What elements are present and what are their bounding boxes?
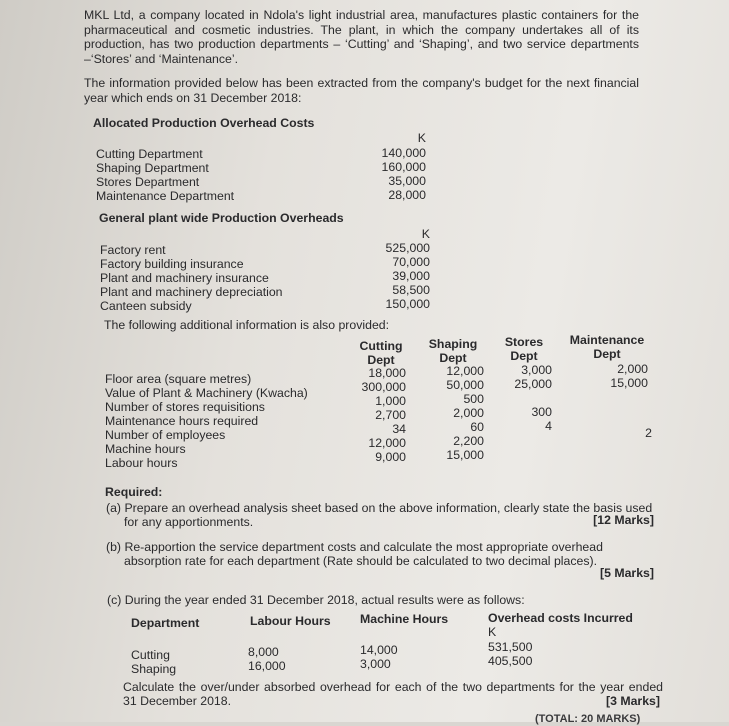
general-value: 39,000 [392,269,430,283]
general-label: Factory building insurance [100,257,244,271]
c-machine-values [360,643,398,671]
c-overhead: 405,500 [488,654,533,668]
cell: 2,000 [453,406,484,420]
additional-label: Labour hours [105,456,178,470]
cutting-values [350,366,406,464]
cell: 12,000 [446,364,484,378]
header-line: Cutting [359,339,403,353]
allocated-labels [96,147,234,203]
header-shaping [424,337,482,365]
general-unit: K [421,227,430,241]
cell: 15,000 [446,448,484,462]
cell: 2,200 [453,434,484,448]
header-maintenance [565,333,649,361]
cell: 300 [531,405,552,419]
allocated-heading: Allocated Production Overhead Costs [93,116,315,130]
question-c-text: Calculate the over/under absorbed overhead for each of the two departments for the year ended 31 December 2018. [123,680,663,708]
cell: 60 [470,420,484,434]
general-heading: General plant wide Production Overheads [99,211,344,225]
header-stores [495,335,553,363]
additional-label: Value of Plant & Machinery (Kwacha) [105,386,308,400]
cell: 2,700 [375,408,406,422]
additional-label: Machine hours [105,442,186,456]
header-line: Dept [439,351,467,365]
allocated-label: Cutting Department [96,147,203,161]
c-dept: Shaping [131,662,177,676]
c-machine: 3,000 [360,657,391,671]
cell: 1,000 [375,394,406,408]
allocated-values [370,146,426,202]
general-value: 150,000 [385,297,430,311]
allocated-label: Maintenance Department [96,189,235,203]
cell: 18,000 [368,366,406,380]
header-line: Shaping [428,337,478,351]
additional-label: Maintenance hours required [105,414,259,428]
additional-label: Floor area (square metres) [105,372,252,386]
general-value: 58,500 [392,283,430,297]
general-value: 525,000 [385,241,430,255]
question-c-marks: [3 Marks] [606,694,660,708]
c-overhead: 531,500 [488,640,533,654]
additional-labels [105,372,308,470]
cell: 300,000 [361,380,406,394]
allocated-value: 160,000 [381,160,426,174]
c-dept: Cutting [131,648,170,662]
total-marks: (TOTAL: 20 MARKS) [535,713,641,725]
intro-paragraph: MKL Ltd, a company located in Ndola's light industrial area, manufactures plastic containers for the pharmaceutical and cosmetic industries. The plant, in which the company undertakes all of its production, has two production departments – ‘Cutting’ and ‘Shaping’, and two service departments –‘Stores’ and ‘Maintenance’. [84,8,639,66]
allocated-label: Stores Department [96,175,200,189]
header-line: Maintenance [569,333,645,347]
cell: 9,000 [375,450,406,464]
c-header-labour: Labour Hours [250,614,331,628]
cell: 2,000 [617,362,648,376]
general-label: Canteen subsidy [100,299,192,313]
c-header-department: Department [131,616,200,630]
cell [500,391,552,405]
c-departments [131,648,176,676]
allocated-value: 28,000 [388,188,426,202]
cell: 4 [545,419,552,433]
shaping-values [428,364,484,462]
info-paragraph: The information provided below has been extracted from the company's budget for the next financial year which ends on 31 December 2018: [84,76,639,105]
question-b [106,540,656,568]
general-value: 70,000 [392,255,430,269]
question-c-intro: (c) During the year ended 31 December 2018, actual results were as follows: [107,593,525,607]
cell: 25,000 [514,377,552,391]
c-labour: 8,000 [248,645,279,659]
c-machine: 14,000 [360,643,398,657]
c-header-overhead: Overhead costs Incurred [488,611,633,625]
required-heading: Required: [105,485,163,499]
cell: 50,000 [446,378,484,392]
header-line: Dept [367,353,395,367]
c-labour: 16,000 [248,659,286,673]
general-values [374,241,430,311]
cell: 15,000 [610,376,648,390]
header-cutting [352,339,410,367]
cell: 500 [463,392,484,406]
allocated-label: Shaping Department [96,161,209,175]
additional-intro: The following additional information is also provided: [104,318,390,332]
header-line: Dept [510,349,538,363]
cell: 2 [645,426,652,440]
maintenance-values [596,362,648,390]
question-a-text: (a) Prepare an overhead analysis sheet based on the above information, clearly state the basis used for any apportionments. [106,501,653,529]
question-b-marks: [5 Marks] [600,566,654,580]
general-label: Factory rent [100,243,166,257]
cell: 3,000 [521,363,552,377]
c-overhead-values [488,640,532,668]
allocated-value: 140,000 [381,146,426,160]
c-labour-values [248,645,286,673]
general-labels [100,243,283,313]
question-b-text: (b) Re-apportion the service department costs and calculate the most appropriate overhead absorption rate for each department (Rate should be calculated to two decimal places). [106,540,603,568]
additional-label: Number of employees [105,428,226,442]
allocated-value: 35,000 [388,174,426,188]
header-line: Dept [593,347,621,361]
allocated-unit: K [417,131,426,145]
question-a-marks: [12 Marks] [593,513,654,527]
c-header-machine: Machine Hours [360,612,449,626]
general-label: Plant and machinery insurance [100,271,269,285]
header-line: Stores [504,335,544,349]
cell: 12,000 [368,436,406,450]
additional-label: Number of stores requisitions [105,400,265,414]
general-label: Plant and machinery depreciation [100,285,283,299]
stores-values [500,363,552,433]
cell: 34 [392,422,406,436]
c-unit: K [488,625,497,639]
